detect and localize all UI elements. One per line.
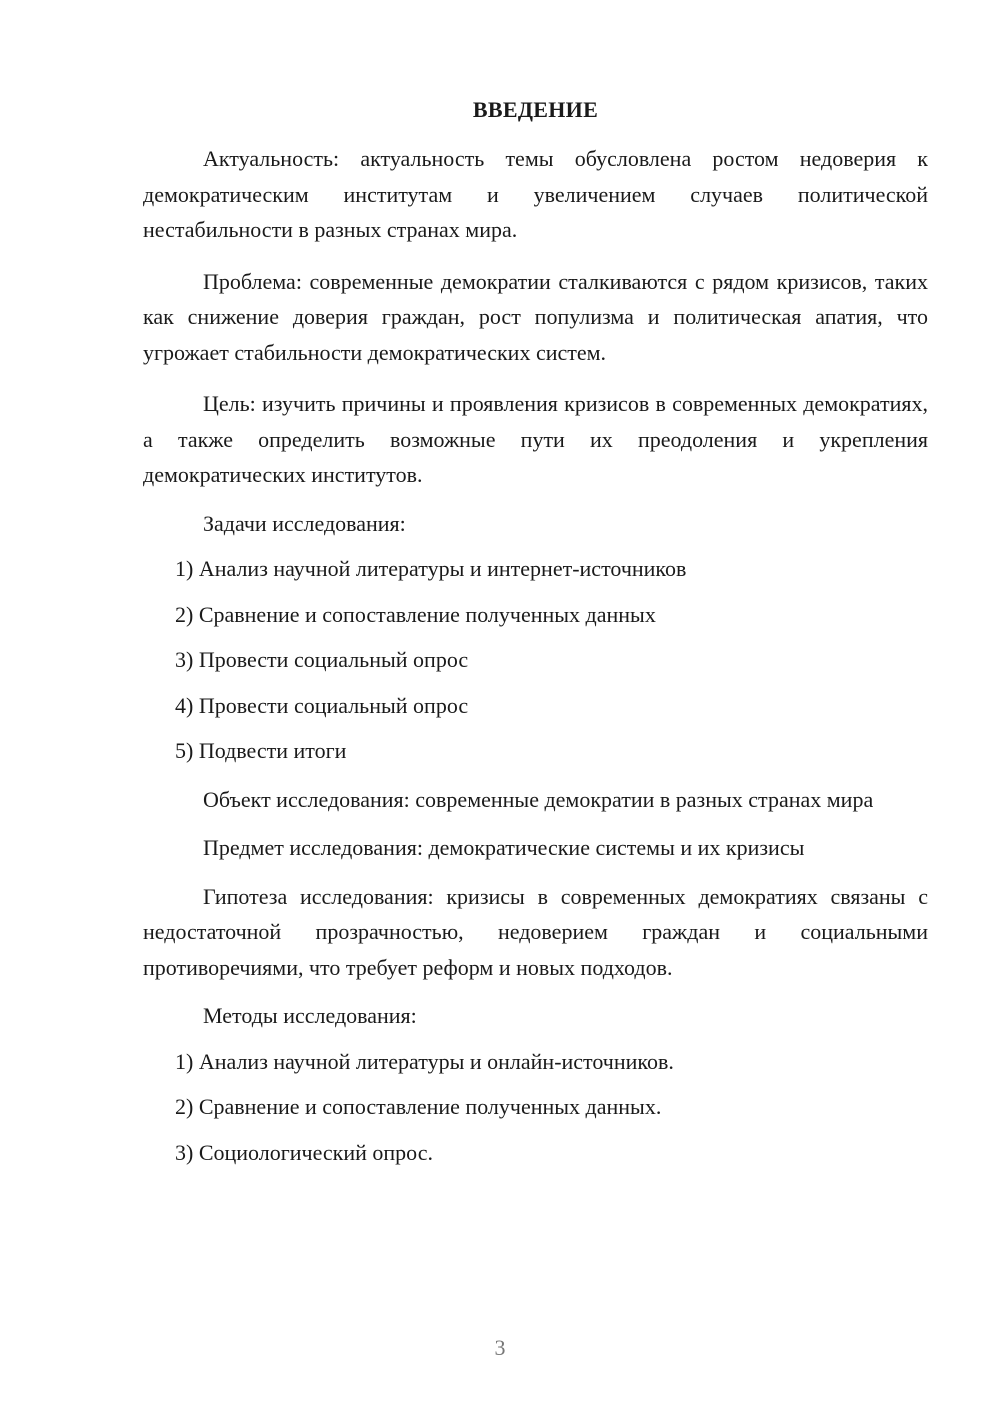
task-item-2: 2) Сравнение и сопоставление полученных данных <box>175 601 656 627</box>
page-content <box>143 95 928 1183</box>
object-paragraph: Объект исследования: современные демократии в разных странах мира <box>203 786 874 812</box>
hypothesis-paragraph: Гипотеза исследования: кризисы в современных демократиях связаны с недостаточной прозрачностью, недоверием граждан и социальными противоречиями, что требует реформ и новых подходов. <box>143 883 928 980</box>
method-item-1: 1) Анализ научной литературы и онлайн-источников. <box>175 1048 674 1074</box>
task-item-5: 5) Подвести итоги <box>175 738 347 763</box>
task-item-3: 3) Провести социальный опрос <box>175 647 469 672</box>
problem-paragraph: Проблема: современные демократии сталкиваются с рядом кризисов, таких как снижение доверия граждан, рост популизма и политическая апатия, что угрожает стабильности демократических систем. <box>143 268 928 365</box>
method-item-2: 2) Сравнение и сопоставление полученных данных. <box>175 1094 662 1119</box>
subject-paragraph: Предмет исследования: демократические системы и их кризисы <box>203 835 805 860</box>
methods-heading: Методы исследования: <box>203 1003 417 1028</box>
task-item-4: 4) Провести социальный опрос <box>175 692 469 718</box>
section-title: ВВЕДЕНИЕ <box>472 97 599 122</box>
relevance-paragraph: Актуальность: актуальность темы обусловлена ростом недоверия к демократическим институтам и увеличением случаев политической нестабильности в разных странах мира. <box>143 146 928 242</box>
tasks-heading: Задачи исследования: <box>203 510 406 536</box>
goal-paragraph: Цель: изучить причины и проявления кризисов в современных демократиях, а также определить возможные пути их преодоления и укрепления демократических институтов. <box>143 391 928 487</box>
task-item-1: 1) Анализ научной литературы и интернет-источников <box>175 556 687 581</box>
page-number: 3 <box>494 1335 506 1360</box>
method-item-3: 3) Социологический опрос. <box>175 1139 433 1165</box>
